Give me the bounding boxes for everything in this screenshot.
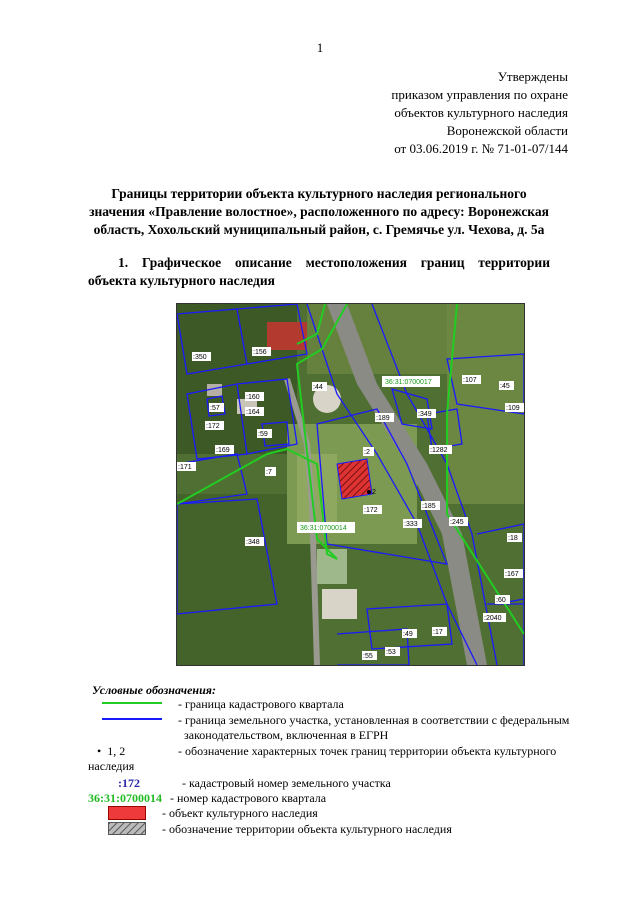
section-heading-line: 1. Графическое описание местоположения границ территории [118,255,550,270]
parcel-label: :45 [500,383,510,390]
parcel-label: :55 [363,653,373,660]
section-heading [88,254,550,290]
parcel-label: :169 [216,447,230,454]
parcel-label: :17 [433,629,443,636]
parcel-label: :171 [178,464,192,471]
parcel-label: :167 [505,571,519,578]
legend-quarter-line [102,702,162,704]
approval-block [391,68,568,158]
parcel-label: :164 [246,409,260,416]
legend-parcel-text: законодательством, включенная в ЕГРН [184,728,389,742]
heritage-object-polygon [337,459,372,499]
parcel-label: :2040 [484,615,502,622]
legend-quarter-text: - граница кадастрового квартала [178,697,344,711]
parcel-label: :350 [193,354,207,361]
document-title: Границы территории объекта культурного наследия регионального значения «Правление волостное», расположенного по адресу: Воронежская область, Хохольский муниципальный район, с. Гремячье ул. Чехова, д. 5а [89,186,549,237]
legend-object-text: - объект культурного наследия [162,806,318,820]
legend-point-numbers: 1, 2 [107,744,126,758]
parcel-label: :172 [364,507,378,514]
parcel-label: :60 [496,597,506,604]
hatch-swatch [109,823,145,834]
legend-parcel-text: - граница земельного участка, установленная в соответствии с федеральным [178,713,570,727]
parcel-label: :57 [210,405,220,412]
parcel-label: :245 [450,519,464,526]
parcel-label: :53 [386,649,396,656]
legend-quarternum-symbol: 36:31:0700014 [88,791,162,805]
parcel-label: :107 [463,377,477,384]
svg-text:36:31:0700014: 36:31:0700014 [300,525,347,532]
cadastral-map [176,303,525,666]
section-heading-line: объекта культурного наследия [88,273,275,288]
parcel-label: :44 [313,384,323,391]
point-label: 2 [372,489,376,496]
page-number: 1 [316,40,324,55]
legend [88,683,612,836]
approval-line: приказом управления по охране [391,87,568,102]
approval-line: Утверждены [497,69,568,84]
legend-bullet-icon: • [97,744,102,758]
parcel-label: :185 [422,503,436,510]
parcel-label: :59 [258,431,268,438]
approval-line: объектов культурного наследия [394,105,568,120]
parcel-label: :18 [508,535,518,542]
parcel-label: :109 [506,405,520,412]
legend-point-symbol [97,744,125,759]
boundary-point [367,490,371,494]
legend-cadnum-symbol: :172 [118,776,140,790]
parcel-label: :7 [266,469,272,476]
church-building [322,589,357,619]
legend-territory-text: - обозначение территории объекта культурного наследия [162,822,452,836]
quarter-label [382,376,440,387]
approval-line: Воронежской области [446,123,568,138]
legend-points-text: - обозначение характерных точек границ территории объекта культурного [178,744,557,758]
svg-text:36:31:0700017: 36:31:0700017 [385,379,432,386]
parcel-label: :349 [418,411,432,418]
legend-title: Условные обозначения: [92,683,216,697]
legend-parcel-line [102,718,162,720]
parcel-label: :348 [246,539,260,546]
approval-line: от 03.06.2019 г. № 71-01-07/144 [394,141,568,156]
map-svg [177,304,524,665]
parcel-label: :49 [403,631,413,638]
parcel-label: :2 [364,449,370,456]
legend-quarternum-text: - номер кадастрового квартала [170,791,327,805]
legend-territory-swatch [108,822,146,835]
parcel-label: :160 [246,394,260,401]
quarter-label [297,522,355,533]
parcel-label: :1282 [430,447,448,454]
parcel-label: :333 [404,521,418,528]
legend-cadnum-text: - кадастровый номер земельного участка [182,776,391,790]
parcel-label: :172 [206,423,220,430]
legend-points-text: наследия [88,759,135,773]
parcel-label: :189 [376,415,390,422]
parcel-label: :156 [253,349,267,356]
legend-object-swatch [108,806,146,820]
